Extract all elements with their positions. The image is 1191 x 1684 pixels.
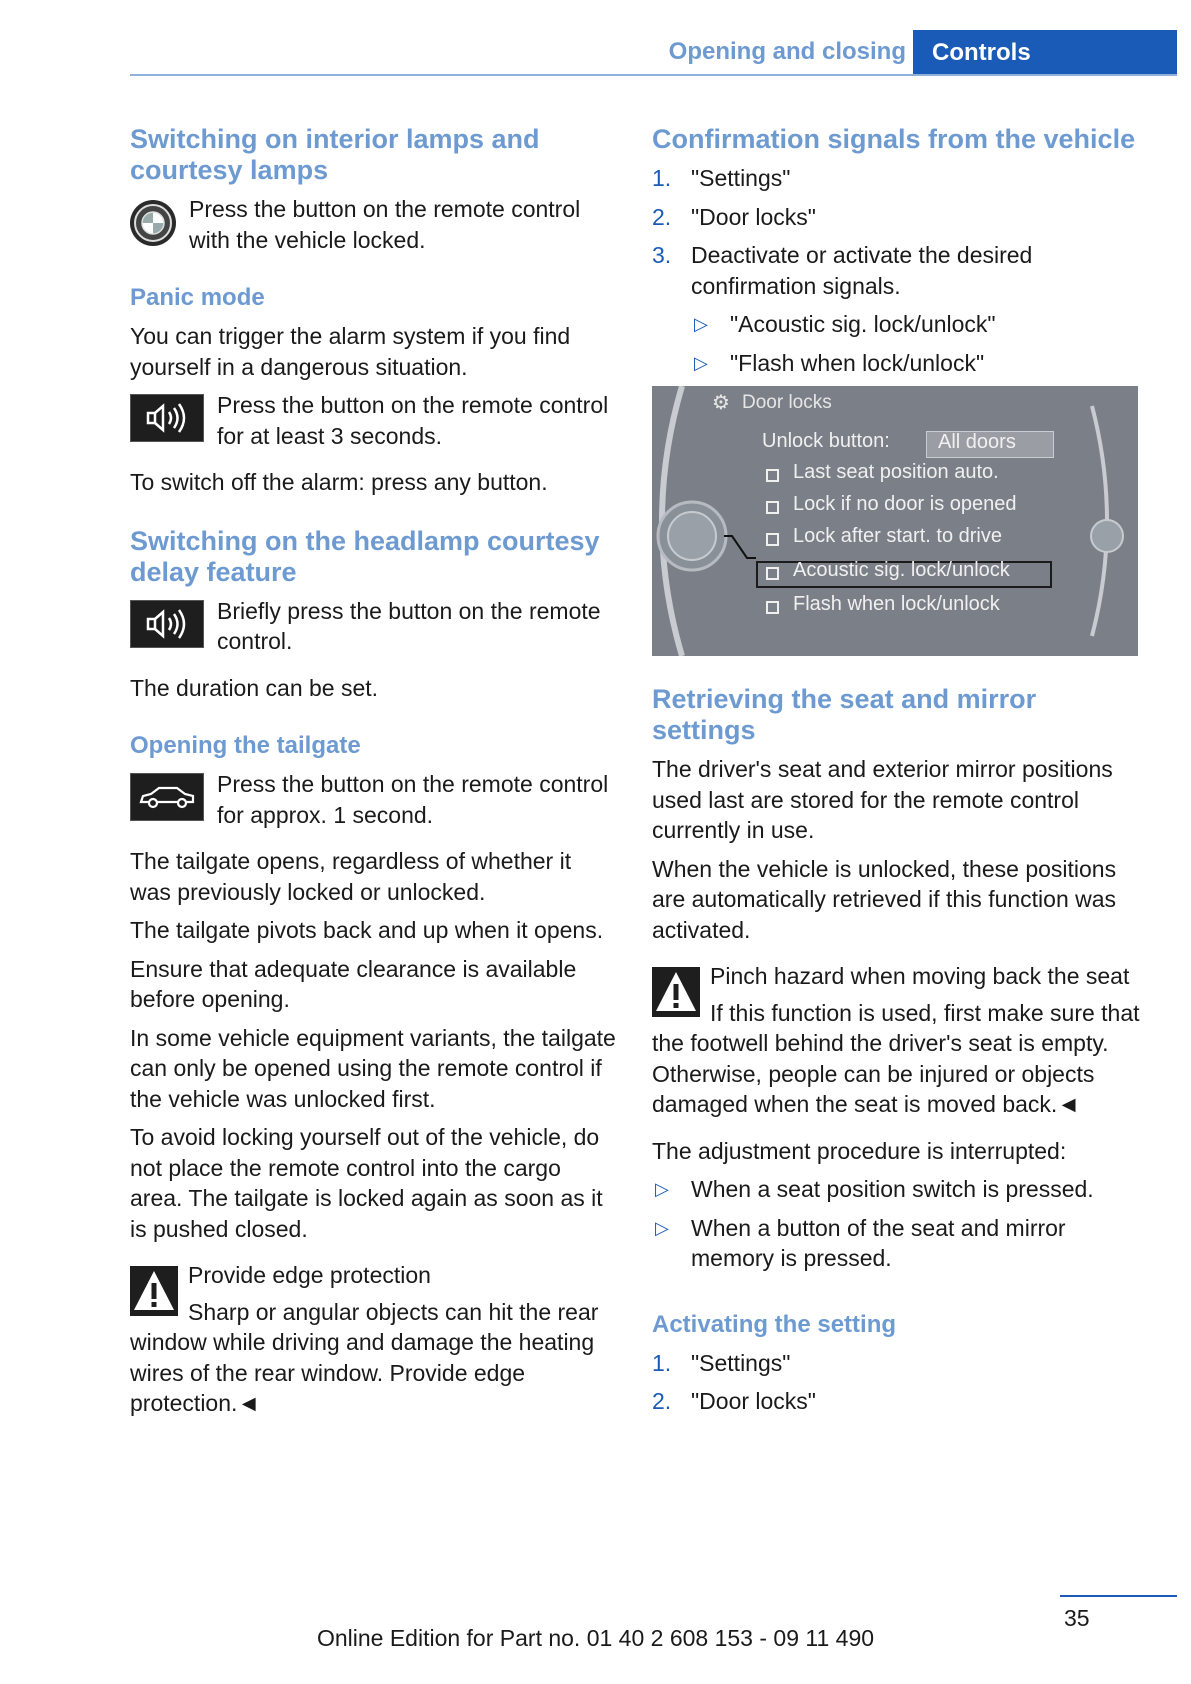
option-label: Lock if no door is opened — [793, 493, 1017, 515]
retrieve-paragraph: When the vehicle is unlocked, these positions are automatically retrieved if this function was activated. — [652, 855, 1117, 943]
header-chapter-tab: Controls — [913, 30, 1177, 76]
page-number: 35 — [1064, 1605, 1090, 1631]
option-checkbox[interactable] — [766, 601, 779, 614]
confirmation-steps — [652, 163, 1140, 301]
tailgate-paragraph: The tailgate pivots back and up when it opens. — [130, 917, 604, 943]
screen-title: Door locks — [742, 392, 832, 413]
edge-protection-warning — [130, 1260, 618, 1419]
tailgate-paragraph: To avoid locking yourself out of the vehicle, do not place the remote control into the cargo area. The tailgate is locked again as soon as it is pushed closed. — [130, 1124, 603, 1242]
list-item: 1. "Settings" — [652, 165, 791, 191]
tailgate-paragraph: Ensure that adequate clearance is available before opening. — [130, 955, 577, 1012]
headlamp-duration: The duration can be set. — [130, 674, 379, 701]
option-label: Flash when lock/unlock — [793, 593, 1000, 615]
heading-confirmation-signals: Confirmation signals from the vehicle — [652, 124, 1136, 154]
panic-intro: You can trigger the alarm system if you find yourself in a dangerous situation. — [130, 323, 571, 380]
right-column — [652, 124, 1140, 1425]
page-number-rule — [1060, 1595, 1177, 1597]
warning-triangle-icon — [652, 967, 700, 1017]
pinch-hazard-warning — [652, 961, 1140, 1120]
heading-opening-tailgate: Opening the tailgate — [130, 732, 361, 759]
option-label: Acoustic sig. lock/unlock — [793, 559, 1010, 581]
list-item: 3. Deactivate or activate the desired confirmation signals. — [652, 242, 1033, 299]
footer-edition-text: Online Edition for Part no. 01 40 2 608 153 - 09 11 490 — [316, 1625, 875, 1651]
list-item: 2. "Door locks" — [652, 1388, 816, 1414]
confirmation-substeps — [652, 309, 1140, 378]
door-locks-screen — [652, 386, 1138, 656]
retrieve-paragraph: The driver's seat and exterior mirror positions used last are stored for the remote control currently in use. — [652, 756, 1113, 843]
heading-panic-mode: Panic mode — [130, 284, 265, 311]
interrupted-bullets — [652, 1174, 1140, 1274]
gear-icon: ⚙ — [712, 392, 730, 414]
heading-retrieving-seat-mirror: Retrieving the seat and mirror settings — [652, 684, 1037, 745]
panic-instruction — [130, 390, 618, 451]
interior-lamps-text: Press the button on the remote control with the vehicle locked. — [189, 196, 581, 253]
headlamp-icon-text: Briefly press the button on the remote control. — [217, 597, 601, 654]
edge-protection-text: Sharp or angular objects can hit the rear window while driving and damage the heating wires of the rear window. Provide edge protection.◄ — [130, 1298, 599, 1416]
tailgate-instruction — [130, 769, 618, 830]
option-checkbox[interactable] — [766, 533, 779, 546]
list-item: ▷ When a button of the seat and mirror memory is pressed. — [655, 1214, 1066, 1271]
unlock-button-value: All doors — [938, 431, 1016, 453]
tailgate-icon-text: Press the button on the remote control for approx. 1 second. — [217, 771, 609, 828]
left-column — [130, 124, 618, 1419]
heading-activating-setting: Activating the setting — [652, 1310, 897, 1338]
option-checkbox[interactable] — [766, 469, 779, 482]
interior-lamps-instruction — [130, 194, 618, 255]
list-item: 1. "Settings" — [652, 1349, 791, 1376]
pinch-hazard-title: Pinch hazard when moving back the seat — [710, 963, 1130, 989]
edge-protection-title: Provide edge protection — [188, 1262, 431, 1288]
panic-icon-text: Press the button on the remote control for at least 3 seconds. — [217, 392, 609, 449]
tailgate-paragraph: The tailgate opens, regardless of whether it was previously locked or unlocked. — [130, 848, 572, 905]
header-section-title: Opening and closing — [668, 38, 906, 65]
headlamp-instruction — [130, 596, 618, 657]
list-item: 2. "Door locks" — [652, 203, 816, 230]
header-rule — [130, 74, 1177, 76]
list-item: ▷ "Acoustic sig. lock/unlock" — [694, 311, 996, 337]
car-tailgate-button-icon — [130, 773, 204, 821]
speaker-button-icon — [130, 600, 204, 648]
speaker-button-icon — [130, 394, 204, 442]
warning-triangle-icon — [130, 1266, 178, 1316]
heading-headlamp-courtesy: Switching on the headlamp courtesy delay feature — [130, 525, 600, 587]
list-item: ▷ "Flash when lock/unlock" — [694, 349, 985, 376]
activation-steps — [652, 1348, 1140, 1417]
option-label: Lock after start. to drive — [793, 525, 1002, 547]
tailgate-paragraph: In some vehicle equipment variants, the tailgate can only be opened using the remote control if the vehicle was unlocked first. — [130, 1024, 616, 1112]
heading-interior-lamps: Switching on interior lamps and courtesy lamps — [130, 124, 540, 185]
option-label: Last seat position auto. — [793, 461, 999, 483]
panic-switch-off: To switch off the alarm: press any button. — [130, 469, 548, 495]
option-checkbox[interactable] — [766, 501, 779, 514]
interrupted-intro: The adjustment procedure is interrupted: — [652, 1137, 1067, 1164]
unlock-button-label: Unlock button: — [762, 430, 890, 452]
pinch-hazard-text: If this function is used, first make sure that the footwell behind the driver's seat is empty. Otherwise, people can be injured or objects damaged when the seat is moved back.◄ — [652, 999, 1140, 1117]
bmw-logo-button-icon — [130, 200, 176, 246]
option-checkbox[interactable] — [766, 567, 779, 580]
list-item: ▷ When a seat position switch is pressed. — [655, 1176, 1094, 1202]
